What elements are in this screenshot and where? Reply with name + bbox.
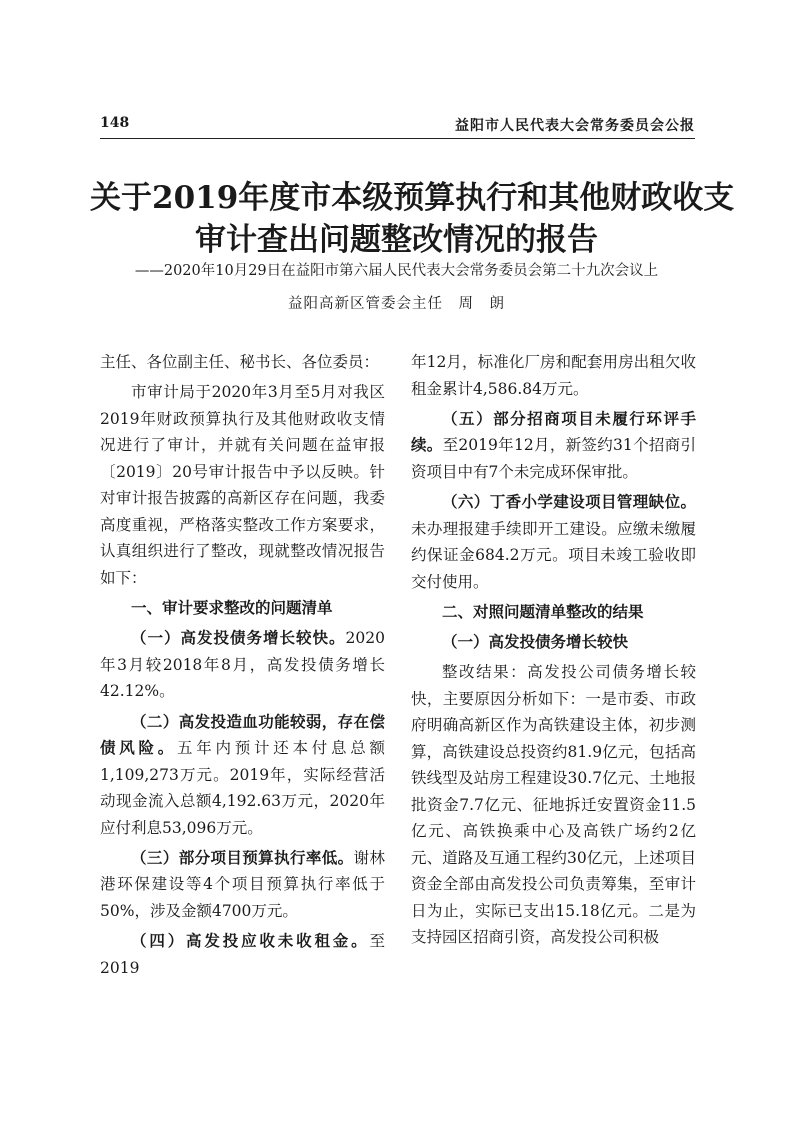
issue-item-4-continued: 年12月，标准化厂房和配套用房出租欠收租金累计4,586.84万元。 <box>411 353 696 398</box>
left-column <box>100 349 385 985</box>
issue-item-4-heading: （四）高发投应收未收租金。 <box>131 931 370 951</box>
issue-item-3-body: 谢林港环保建设等4个项目预算执行率低于50%，涉及金额4700万元。 <box>100 848 385 920</box>
report-title-line-1: 关于2019年度市本级预算执行和其他财政收支 <box>90 180 735 216</box>
section-heading-2: 二、对照问题清单整改的结果 <box>442 601 644 621</box>
issue-item-6-body: 未办理报建手续即开工建设。应缴未缴履约保证金684.2万元。项目未竣工验收即交付使用。 <box>411 519 696 591</box>
meeting-subtitle: ——2020年10月29日在益阳市第六届人民代表大会常务委员会第二十九次会议上 <box>134 263 659 279</box>
issue-item-3-heading: （三）部分项目预算执行率低。 <box>131 847 354 867</box>
page-number: 148 <box>100 115 130 131</box>
issue-item-1-body: 2020年3月较2018年8月，高发投债务增长42.12%。 <box>100 629 385 701</box>
report-title-line-2: 审计查出问题整改情况的报告 <box>195 222 598 258</box>
issue-item-1 <box>100 625 385 705</box>
issue-item-4 <box>100 928 385 981</box>
issue-item-6-heading: （六）丁香小学建设项目管理缺位。 <box>442 492 696 512</box>
issue-item-5-body: 至2019年12月，新签约31个招商引资项目中有7个未完成环保审批。 <box>411 436 696 481</box>
issue-item-5 <box>411 406 696 486</box>
issue-item-5-heading: （五）部分招商项目未履行环评手续。 <box>411 408 696 455</box>
result-item-1-body: 整改结果：高发投公司债务增长较快，主要原因分析如下：一是市委、市政府明确高新区作为高铁建设主体，初步测算，高铁建设总投资约81.9亿元，包括高铁线型及站房工程建设30.7亿元、土地报批资金7.7亿元、征地拆迁安置资金11.5亿元、高铁换乘中心及高铁广场约2亿元、道路及互通工程约30亿元，上述项目资金全部由高发投公司负责筹集，至审计日为止，实际已支出15.18亿元。二是为支持园区招商引资，高发投公司积极 <box>411 663 696 947</box>
issue-item-3 <box>100 845 385 925</box>
journal-name: 益阳市人民代表大会常务委员会公报 <box>455 118 695 134</box>
right-column <box>411 349 696 955</box>
intro-paragraph: 市审计局于2020年3月至5月对我区2019年财政预算执行及其他财政收支情况进行了审计，并就有关问题在益审报〔2019〕20号审计报告中予以反映。针对审计报告披露的高新区存在问题，我委高度重视，严格落实整改工作方案要求，认真组织进行了整改，现就整改情况报告如下： <box>100 383 385 587</box>
issue-item-2-body: 五年内预计还本付息总额1,109,273万元。2019年，实际经营活动现金流入总额4,192.63万元，2020年应付利息53,096万元。 <box>100 739 385 837</box>
issue-item-2-heading: （二）高发投造血功能较弱，存在偿债风险。 <box>100 711 385 758</box>
result-item-1-heading: （一）高发投债务增长较快 <box>442 632 629 652</box>
speaker-line: 益阳高新区管委会主任 周 朗 <box>288 296 505 312</box>
page-header <box>100 112 695 139</box>
section-heading-1: 一、审计要求整改的问题清单 <box>131 598 333 618</box>
issue-item-4-body: 至2019 <box>100 932 385 977</box>
issue-item-1-heading: （一）高发投债务增长较快。 <box>131 628 346 648</box>
issue-item-2 <box>100 709 385 842</box>
salutation: 主任、各位副主任、秘书长、各位委员： <box>100 353 380 371</box>
issue-item-6 <box>411 489 696 595</box>
